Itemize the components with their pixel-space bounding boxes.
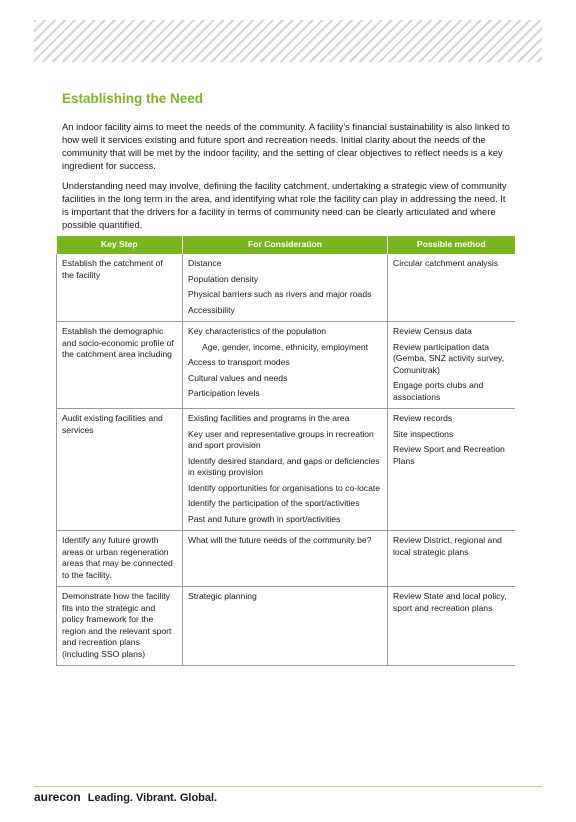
consideration-item: Existing facilities and programs in the area (188, 413, 350, 423)
footer-tagline: Leading. Vibrant. Global. (87, 792, 218, 804)
method-item: Review Sport and Recreation Plans (393, 444, 505, 466)
key-step-cell (57, 322, 183, 409)
key-step-text: Identify any future growth areas or urban regeneration areas that may be connected to the facility. (62, 535, 173, 580)
consideration-item: Participation levels (188, 388, 260, 398)
consideration-item: Physical barriers such as rivers and major roads (188, 289, 372, 299)
key-steps-table (56, 236, 515, 666)
method-item: Review records (393, 413, 453, 423)
consideration-item: Population density (188, 273, 259, 284)
key-step-cell (57, 409, 183, 531)
header-possible-method: Possible method (388, 236, 515, 254)
key-step-cell (57, 531, 183, 587)
table-row (57, 587, 515, 666)
consideration-cell (183, 587, 388, 666)
header-key-step: Key Step (57, 236, 183, 254)
method-item: Circular catchment analysis (393, 258, 499, 268)
key-step-text: Establish the demographic and socio-economic profile of the catchment area including (62, 326, 174, 359)
footer (34, 790, 217, 804)
key-step-cell (57, 254, 183, 322)
table-row (57, 531, 515, 587)
footer-divider (34, 786, 542, 787)
key-step-text: Audit existing facilities and services (62, 413, 163, 435)
consideration-cell (183, 531, 388, 587)
intro-paragraph: An indoor facility aims to meet the needs of the community. A facility’s financial sustainability is also linked to how well it services existing and future sport and recreation needs. Initial clarity about the needs of the community that will be met by the indoor facility, and the setting of clear objectives to reflect needs is a key ingredient for success. (62, 121, 510, 171)
consideration-cell (183, 322, 388, 409)
method-cell (388, 587, 515, 666)
method-cell (388, 531, 515, 587)
consideration-item: Accessibility (188, 304, 235, 315)
method-cell (388, 254, 515, 322)
consideration-item: Identify opportunities for organisations to co-locate (188, 482, 381, 493)
method-item: Review District, regional and local strategic plans (393, 535, 502, 557)
consideration-item: Cultural values and needs (188, 372, 288, 383)
consideration-item: Identify desired standard, and gaps or deficiencies in existing provision (188, 455, 380, 477)
method-item: Review State and local policy, sport and recreation plans (393, 591, 507, 613)
key-step-cell (57, 587, 183, 666)
consideration-item: Key user and representative groups in recreation and sport provision (188, 428, 374, 450)
table-row (57, 409, 515, 531)
consideration-subitem: Age, gender, income, ethnicity, employment (202, 341, 369, 352)
key-step-text: Establish the catchment of the facility (62, 258, 163, 280)
consideration-cell (183, 254, 388, 322)
method-item: Review participation data (Gemba, SNZ activity survey, Comunitrak) (393, 341, 505, 375)
table-row (57, 254, 515, 322)
section-heading: Establishing the Need (62, 91, 204, 106)
consideration-item: Access to transport modes (188, 357, 290, 367)
key-step-text: Demonstrate how the facility fits into the strategic and policy framework for the region and the relevant sport and recreation plans (including SSO plans) (62, 591, 172, 659)
decorative-hatch-band (34, 20, 542, 62)
method-item: Engage ports clubs and associations (393, 380, 484, 402)
method-cell (388, 409, 515, 531)
table-row (57, 322, 515, 409)
method-item: Site inspections (393, 428, 454, 439)
need-paragraph: Understanding need may involve, defining the facility catchment, undertaking a strategic view of community facilities in the long term in the area, and identifying what role the facility can play in addressing the need. It is important that the drivers for a facility in terms of community need can be clearly articulated and where possible quantified. (62, 180, 507, 230)
aurecon-logo: aurecon (34, 790, 81, 804)
method-item: Review Census data (393, 326, 472, 336)
method-cell (388, 322, 515, 409)
consideration-cell (183, 409, 388, 531)
consideration-item: What will the future needs of the community be? (188, 535, 372, 545)
consideration-item: Key characteristics of the population (188, 326, 327, 336)
consideration-item: Identify the participation of the sport/activities (188, 498, 360, 508)
table-header-row (57, 236, 515, 254)
consideration-item: Strategic planning (188, 591, 257, 601)
consideration-item: Past and future growth in sport/activities (188, 513, 341, 524)
header-for-consideration: For Consideration (183, 236, 388, 254)
consideration-item: Distance (188, 258, 222, 268)
